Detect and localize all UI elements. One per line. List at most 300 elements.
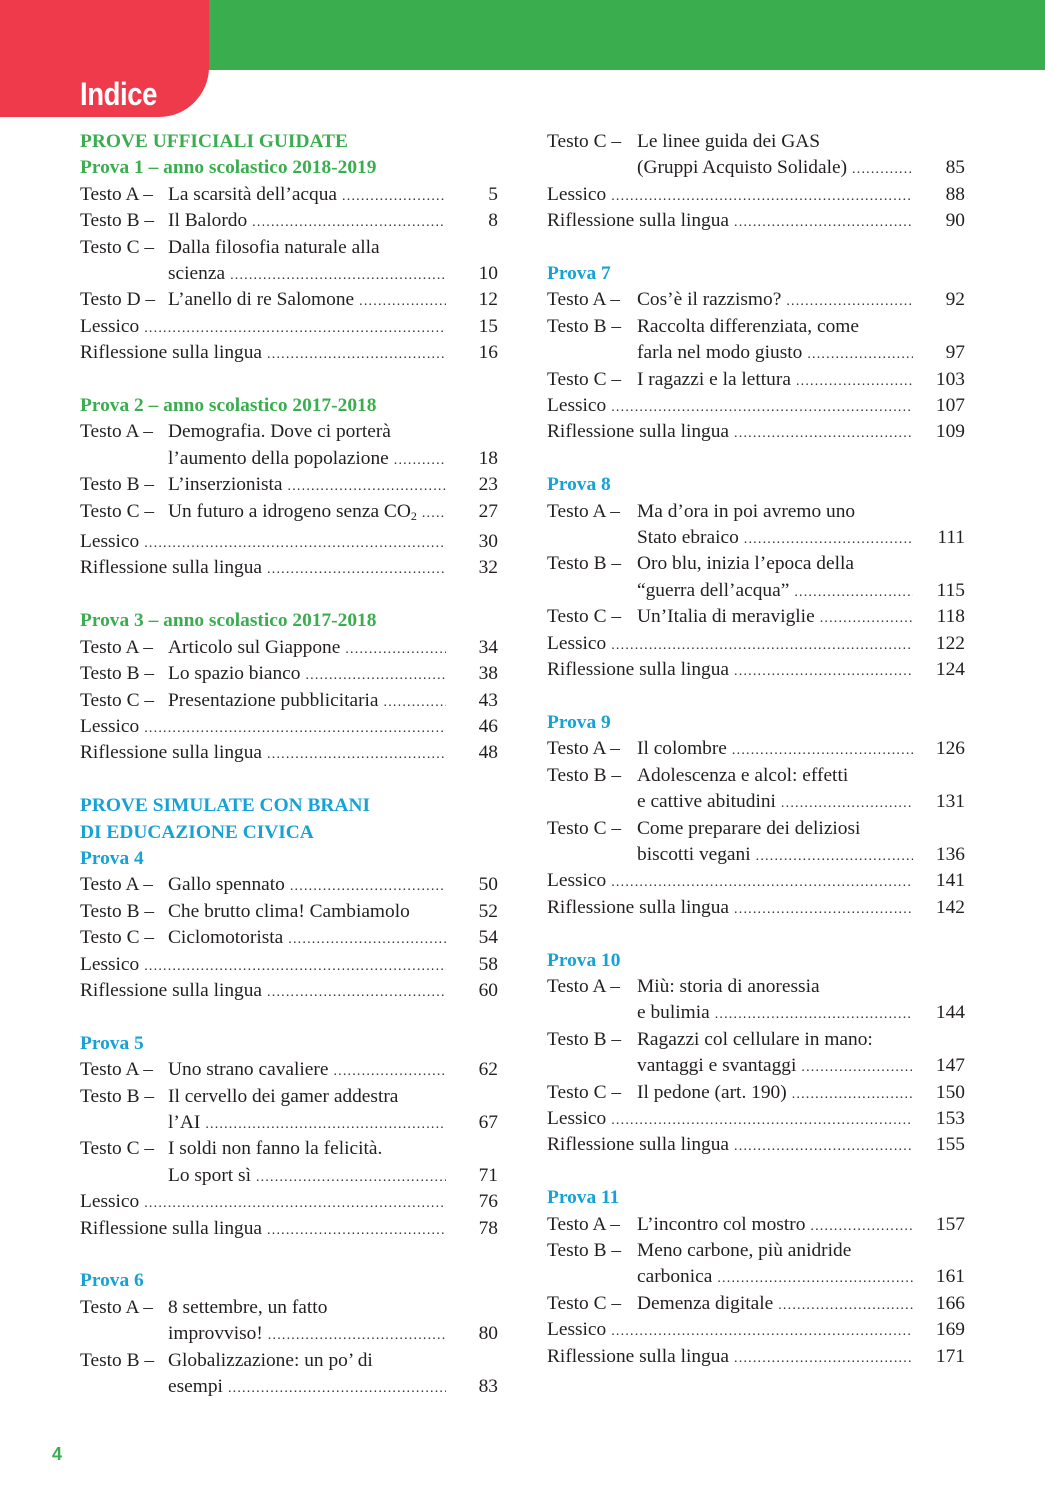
- entry-page: 43: [478, 689, 498, 711]
- dot-leader: [205, 1118, 446, 1132]
- toc-entry-lessico[interactable]: [547, 182, 965, 208]
- toc-group-prova-4: [80, 793, 498, 1004]
- entry-page: 46: [478, 715, 498, 737]
- toc-group-prova-2: [80, 393, 498, 582]
- entry-title-cont: esempi: [168, 1376, 223, 1398]
- entry-page: 155: [935, 1134, 965, 1156]
- entry-page: 92: [945, 289, 965, 311]
- entry-page: 109: [935, 421, 965, 443]
- dot-leader: [144, 722, 446, 736]
- dot-leader: [734, 216, 913, 230]
- entry-title: Uno strano cavaliere: [168, 1059, 329, 1081]
- entry-label: Lessico: [80, 315, 140, 337]
- entry-page: 111: [937, 527, 965, 549]
- entry-page: 15: [478, 315, 498, 337]
- dot-leader: [256, 1171, 446, 1185]
- dot-leader: [611, 401, 913, 415]
- entry-label: Riflessione sulla lingua: [80, 979, 263, 1001]
- entry-label: Testo C –: [80, 1138, 155, 1160]
- toc-group-prova-10: [547, 948, 965, 1159]
- entry-page: 144: [935, 1002, 965, 1024]
- dot-leader: [228, 1382, 446, 1396]
- entry-title: Miù: storia di anoressia: [637, 975, 820, 997]
- dot-leader: [778, 1299, 913, 1313]
- dot-leader: [810, 1220, 913, 1234]
- entry-title-cont: improvviso!: [168, 1323, 263, 1345]
- toc-entry[interactable]: [547, 287, 965, 313]
- dot-leader: [288, 480, 446, 494]
- dot-leader: [267, 1224, 446, 1238]
- dot-leader: [230, 269, 446, 283]
- toc-entry[interactable]: [80, 287, 498, 313]
- dot-leader: [611, 876, 913, 890]
- dot-leader: [611, 1114, 913, 1128]
- toc-entry[interactable]: [547, 763, 965, 816]
- toc-entry[interactable]: [80, 419, 498, 472]
- entry-label: Testo C –: [547, 817, 622, 839]
- entry-title: Come preparare dei deliziosi: [637, 817, 861, 839]
- entry-page: 157: [935, 1213, 965, 1235]
- entry-title-cont: vantaggi e svantaggi: [637, 1055, 797, 1077]
- entry-title: Il pedone (art. 190): [637, 1081, 787, 1103]
- entry-label: Testo C –: [547, 1292, 622, 1314]
- toc-entry[interactable]: [547, 499, 965, 552]
- toc-entry-riflessione[interactable]: [80, 340, 498, 366]
- entry-label: Testo C –: [80, 927, 155, 949]
- entry-label: Testo C –: [547, 368, 622, 390]
- entry-page: 27: [478, 500, 498, 522]
- entry-label: Lessico: [80, 1191, 140, 1213]
- entry-title: I soldi non fanno la felicità.: [168, 1138, 383, 1160]
- entry-page: 169: [935, 1319, 965, 1341]
- toc-entry-lessico[interactable]: [547, 1317, 965, 1343]
- entry-label: Testo A –: [547, 500, 620, 522]
- entry-title: L’anello di re Salomone: [168, 289, 355, 311]
- prova-heading: Prova 9: [547, 711, 611, 733]
- toc-entry[interactable]: [547, 1027, 965, 1080]
- entry-label: Testo B –: [547, 1028, 622, 1050]
- entry-label: Testo B –: [547, 1239, 622, 1261]
- entry-page: 118: [936, 606, 965, 628]
- entry-page: 23: [478, 474, 498, 496]
- toc-entry[interactable]: [80, 1295, 498, 1348]
- entry-page: 5: [488, 183, 498, 205]
- dot-leader: [801, 1061, 913, 1075]
- entry-title: 8 settembre, un fatto: [168, 1296, 328, 1318]
- entry-page: 153: [935, 1107, 965, 1129]
- entry-page: 62: [478, 1059, 498, 1081]
- toc-entry[interactable]: [80, 1057, 498, 1083]
- entry-title: Demografia. Dove ci porterà: [168, 421, 391, 443]
- dot-leader: [290, 880, 446, 894]
- entry-title: Presentazione pubblicitaria: [168, 689, 379, 711]
- toc-entry[interactable]: [80, 1136, 498, 1189]
- entry-title: Oro blu, inizia l’epoca della: [637, 553, 854, 575]
- prova-heading: Prova 7: [547, 263, 611, 285]
- prova-heading: Prova 3 – anno scolastico 2017-2018: [80, 610, 377, 632]
- toc-entry-lessico[interactable]: [547, 868, 965, 894]
- dot-leader: [268, 1329, 446, 1343]
- prova-heading: Prova 1 – anno scolastico 2018-2019: [80, 157, 377, 179]
- entry-page: 83: [478, 1376, 498, 1398]
- entry-page: 67: [478, 1111, 498, 1133]
- dot-leader: [734, 427, 913, 441]
- entry-title: Ma d’ora in poi avremo uno: [637, 500, 856, 522]
- entry-title: L’incontro col mostro: [637, 1213, 806, 1235]
- entry-label: Lessico: [547, 183, 607, 205]
- entry-title-cont: l’aumento della popolazione: [168, 447, 389, 469]
- entry-title: Il Balordo: [168, 210, 248, 232]
- toc-entry-lessico[interactable]: [80, 314, 498, 340]
- dot-leader: [267, 563, 446, 577]
- entry-label: Testo A –: [547, 289, 620, 311]
- dot-leader: [611, 1325, 913, 1339]
- entry-page: 150: [935, 1081, 965, 1103]
- toc-entry[interactable]: [547, 974, 965, 1027]
- entry-label: Testo B –: [80, 1349, 155, 1371]
- toc-entry-riflessione[interactable]: [80, 555, 498, 581]
- entry-label: Riflessione sulla lingua: [80, 557, 263, 579]
- toc-entry[interactable]: [80, 472, 498, 498]
- entry-title-cont: biscotti vegani: [637, 843, 751, 865]
- entry-label: Testo B –: [80, 210, 155, 232]
- toc-entry[interactable]: [80, 872, 498, 898]
- dot-leader: [144, 322, 446, 336]
- entry-label: Riflessione sulla lingua: [547, 421, 730, 443]
- toc-entry-riflessione[interactable]: [547, 208, 965, 234]
- entry-label: Testo A –: [80, 183, 153, 205]
- prova-heading: Prova 6: [80, 1270, 144, 1292]
- entry-title: Il colombre: [637, 738, 727, 760]
- toc-column-right: [547, 129, 965, 1396]
- entry-page: 107: [935, 395, 965, 417]
- dot-leader: [267, 348, 446, 362]
- entry-label: Lessico: [80, 715, 140, 737]
- dot-leader: [756, 850, 913, 864]
- entry-page: 147: [935, 1055, 965, 1077]
- entry-title: Ciclomotorista: [168, 927, 284, 949]
- entry-label: Lessico: [547, 1319, 607, 1341]
- entry-page: 171: [935, 1345, 965, 1367]
- entry-label: Testo C –: [547, 1081, 622, 1103]
- toc-entry[interactable]: [547, 1080, 965, 1106]
- toc-group-prova-6-cont: [547, 129, 965, 235]
- toc-entry[interactable]: [547, 736, 965, 762]
- toc-entry-riflessione[interactable]: [547, 1344, 965, 1370]
- dot-leader: [144, 960, 446, 974]
- entry-label: Testo B –: [80, 1085, 155, 1107]
- entry-label: Testo B –: [80, 900, 155, 922]
- entry-page: 16: [478, 342, 498, 364]
- entry-page: 34: [478, 636, 498, 658]
- entry-page: 54: [478, 927, 498, 949]
- toc-entry[interactable]: [80, 899, 498, 925]
- section-heading: DI EDUCAZIONE CIVICA: [80, 821, 314, 843]
- entry-title: Un’Italia di meraviglie: [637, 606, 815, 628]
- dot-leader: [792, 1088, 913, 1102]
- toc-entry[interactable]: [547, 129, 965, 182]
- entry-page: 32: [478, 557, 498, 579]
- dot-leader: [267, 748, 446, 762]
- entry-label: Riflessione sulla lingua: [547, 1134, 730, 1156]
- entry-title: Gallo spennato: [168, 874, 285, 896]
- entry-label: Testo C –: [80, 689, 155, 711]
- entry-page: 88: [945, 183, 965, 205]
- toc-group-prova-5: [80, 1031, 498, 1242]
- toc-entry-riflessione[interactable]: [80, 1216, 498, 1242]
- dot-leader: [333, 1065, 446, 1079]
- toc-entry[interactable]: [80, 235, 498, 288]
- toc-entry-riflessione[interactable]: [547, 657, 965, 683]
- entry-label: Testo C –: [547, 606, 622, 628]
- dot-leader: [359, 295, 446, 309]
- entry-page: 166: [935, 1292, 965, 1314]
- entry-label: Riflessione sulla lingua: [547, 659, 730, 681]
- entry-title: Demenza digitale: [637, 1292, 774, 1314]
- entry-page: 8: [488, 210, 498, 232]
- dot-leader: [734, 1140, 913, 1154]
- entry-title-cont: Stato ebraico: [637, 527, 739, 549]
- entry-title-cont: “guerra dell’acqua”: [637, 579, 790, 601]
- entry-label: Riflessione sulla lingua: [547, 210, 730, 232]
- dot-leader: [807, 348, 913, 362]
- toc-entry[interactable]: [80, 635, 498, 661]
- entry-title: Un futuro a idrogeno senza $CO_2$: [168, 500, 417, 523]
- entry-title: Dalla filosofia naturale alla: [168, 236, 380, 258]
- dot-leader: [820, 612, 913, 626]
- toc-entry-riflessione[interactable]: [547, 895, 965, 921]
- entry-title-cont: Lo sport sì: [168, 1164, 251, 1186]
- prova-heading: Prova 5: [80, 1032, 144, 1054]
- toc-entry-riflessione[interactable]: [547, 1132, 965, 1158]
- entry-label: Testo D –: [80, 289, 156, 311]
- entry-title: Le linee guida dei GAS: [637, 131, 821, 152]
- entry-title: Lo spazio bianco: [168, 663, 301, 685]
- entry-label: Lessico: [547, 1107, 607, 1129]
- dot-leader: [305, 669, 446, 683]
- entry-page: 80: [478, 1323, 498, 1345]
- entry-page: 136: [935, 843, 965, 865]
- toc-entry-lessico[interactable]: [80, 529, 498, 555]
- entry-page: 97: [945, 342, 965, 364]
- toc-group-prova-6: [80, 1268, 498, 1400]
- entry-label: Lessico: [80, 953, 140, 975]
- toc-entry[interactable]: [547, 314, 965, 367]
- entry-title: Ragazzi col cellulare in mano:: [637, 1028, 873, 1050]
- entry-label: Testo B –: [80, 474, 155, 496]
- page-title: Indice: [80, 76, 157, 112]
- entry-label: Lessico: [547, 870, 607, 892]
- entry-page: 10: [478, 263, 498, 285]
- entry-page: 126: [935, 738, 965, 760]
- toc-group-prova-9: [547, 710, 965, 921]
- toc-entry-lessico[interactable]: [80, 1189, 498, 1215]
- subscript: 2: [410, 508, 417, 523]
- dot-leader: [781, 797, 913, 811]
- entry-label: Testo A –: [80, 421, 153, 443]
- dot-leader: [288, 933, 446, 947]
- entry-page: 122: [935, 632, 965, 654]
- dot-leader: [611, 639, 913, 653]
- entry-label: Testo A –: [80, 874, 153, 896]
- toc-entry-lessico[interactable]: [80, 952, 498, 978]
- entry-label: Testo A –: [547, 738, 620, 760]
- dot-leader: [144, 1197, 446, 1211]
- entry-page: 58: [478, 953, 498, 975]
- dot-leader: [786, 295, 913, 309]
- entry-label: Testo A –: [80, 1296, 153, 1318]
- entry-label: Testo B –: [547, 764, 622, 786]
- entry-title-cont: l’AI: [168, 1111, 201, 1133]
- dot-leader: [715, 1008, 913, 1022]
- entry-title: I ragazzi e la lettura: [637, 368, 791, 390]
- entry-title: Raccolta differenziata, come: [637, 315, 859, 337]
- dot-leader: [394, 454, 446, 468]
- entry-page: 142: [935, 896, 965, 918]
- entry-page: 50: [478, 874, 498, 896]
- entry-title-cont: e bulimia: [637, 1002, 710, 1024]
- toc-entry[interactable]: [547, 551, 965, 604]
- dot-leader: [267, 986, 446, 1000]
- toc-entry[interactable]: [80, 688, 498, 714]
- entry-label: Lessico: [547, 395, 607, 417]
- toc-group-prova-8: [547, 472, 965, 683]
- toc-entry[interactable]: [547, 367, 965, 393]
- toc-column-left: [80, 129, 498, 1427]
- entry-label: Riflessione sulla lingua: [80, 1217, 263, 1239]
- dot-leader: [744, 533, 913, 547]
- entry-page: 124: [935, 659, 965, 681]
- toc-entry[interactable]: [80, 499, 498, 529]
- dot-leader: [734, 1352, 913, 1366]
- entry-page: 48: [478, 742, 498, 764]
- entry-label: Riflessione sulla lingua: [547, 1345, 730, 1367]
- prova-heading: Prova 4: [80, 847, 144, 869]
- dot-leader: [732, 744, 913, 758]
- entry-title: Meno carbone, più anidride: [637, 1239, 852, 1261]
- toc-group-prova-11: [547, 1185, 965, 1370]
- dot-leader: [252, 216, 446, 230]
- entry-page: 76: [478, 1191, 498, 1213]
- entry-page: 18: [478, 447, 498, 469]
- entry-label: Riflessione sulla lingua: [80, 342, 263, 364]
- prova-heading: Prova 8: [547, 474, 611, 496]
- entry-title-cont: scienza: [168, 263, 226, 285]
- toc-group-prova-7: [547, 261, 965, 446]
- entry-page: 38: [478, 663, 498, 685]
- dot-leader: [342, 190, 446, 204]
- entry-label: Testo B –: [547, 315, 622, 337]
- entry-page: 52: [478, 900, 498, 922]
- toc-entry[interactable]: [547, 1238, 965, 1291]
- entry-label: Testo A –: [80, 1059, 153, 1081]
- entry-title: Cos’è il razzismo?: [637, 289, 782, 311]
- toc-entry-lessico[interactable]: [547, 393, 965, 419]
- entry-page: 141: [935, 870, 965, 892]
- entry-label: Testo A –: [547, 975, 620, 997]
- entry-title: Globalizzazione: un po’ di: [168, 1349, 373, 1371]
- toc-group-prova-1: [80, 129, 498, 367]
- toc-entry[interactable]: [80, 661, 498, 687]
- toc-entry[interactable]: [80, 182, 498, 208]
- dot-leader: [794, 586, 913, 600]
- dot-leader: [852, 163, 913, 177]
- entry-title: Adolescenza e alcol: effetti: [637, 764, 849, 786]
- entry-page: 131: [935, 791, 965, 813]
- dot-leader: [144, 537, 446, 551]
- prova-heading: Prova 2 – anno scolastico 2017-2018: [80, 395, 377, 417]
- entry-label: Testo A –: [547, 1213, 620, 1235]
- toc-group-prova-3: [80, 608, 498, 766]
- toc-entry[interactable]: [547, 604, 965, 630]
- entry-page: 90: [945, 210, 965, 232]
- entry-label: Testo B –: [547, 553, 622, 575]
- entry-page: 71: [478, 1164, 498, 1186]
- toc-entry-lessico[interactable]: [80, 714, 498, 740]
- entry-page: 12: [478, 289, 498, 311]
- toc-entry[interactable]: [80, 1348, 498, 1401]
- toc-entry[interactable]: [547, 1212, 965, 1238]
- dot-leader: [422, 507, 446, 521]
- section-heading: PROVE SIMULATE CON BRANI: [80, 795, 370, 817]
- entry-label: Riflessione sulla lingua: [547, 896, 730, 918]
- entry-page: 103: [935, 368, 965, 390]
- entry-title-cont: e cattive abitudini: [637, 791, 776, 813]
- entry-label: Riflessione sulla lingua: [80, 742, 263, 764]
- entry-page: 85: [945, 157, 965, 179]
- entry-title-cont: farla nel modo giusto: [637, 342, 803, 364]
- entry-label: Lessico: [547, 632, 607, 654]
- page-number: 4: [52, 1444, 63, 1464]
- section-heading: PROVE UFFICIALI GUIDATE: [80, 131, 348, 152]
- toc-entry-riflessione[interactable]: [547, 419, 965, 445]
- toc-entry[interactable]: [547, 1291, 965, 1317]
- toc-entry[interactable]: [80, 208, 498, 234]
- toc-entry-riflessione[interactable]: [80, 740, 498, 766]
- entry-label: Testo C –: [80, 236, 155, 258]
- entry-page: 60: [478, 979, 498, 1001]
- entry-label: Testo C –: [547, 131, 622, 152]
- dot-leader: [734, 665, 913, 679]
- dot-leader: [345, 643, 446, 657]
- dot-leader: [796, 375, 913, 389]
- entry-page: 78: [478, 1217, 498, 1239]
- dot-leader: [384, 696, 446, 710]
- entry-title-cont: (Gruppi Acquisto Solidale): [637, 157, 848, 179]
- entry-title: Articolo sul Giappone: [168, 636, 341, 658]
- dot-leader: [611, 190, 913, 204]
- prova-heading: Prova 10: [547, 949, 621, 971]
- entry-page: 115: [936, 579, 965, 601]
- entry-title: Che brutto clima! Cambiamolo: [168, 900, 410, 922]
- toc-entry-lessico[interactable]: [547, 1106, 965, 1132]
- toc-entry[interactable]: [547, 816, 965, 869]
- entry-label: Testo A –: [80, 636, 153, 658]
- toc-entry-lessico[interactable]: [547, 631, 965, 657]
- entry-label: Testo B –: [80, 663, 155, 685]
- dot-leader: [717, 1272, 913, 1286]
- entry-page: 161: [935, 1266, 965, 1288]
- entry-title: L’inserzionista: [168, 474, 283, 496]
- entry-title: Il cervello dei gamer addestra: [168, 1085, 399, 1107]
- entry-title-cont: carbonica: [637, 1266, 713, 1288]
- entry-label: Testo C –: [80, 500, 155, 522]
- toc-entry[interactable]: [80, 925, 498, 951]
- entry-title: La scarsità dell’acqua: [168, 183, 338, 205]
- toc-entry-riflessione[interactable]: [80, 978, 498, 1004]
- toc-entry[interactable]: [80, 1084, 498, 1137]
- prova-heading: Prova 11: [547, 1187, 620, 1209]
